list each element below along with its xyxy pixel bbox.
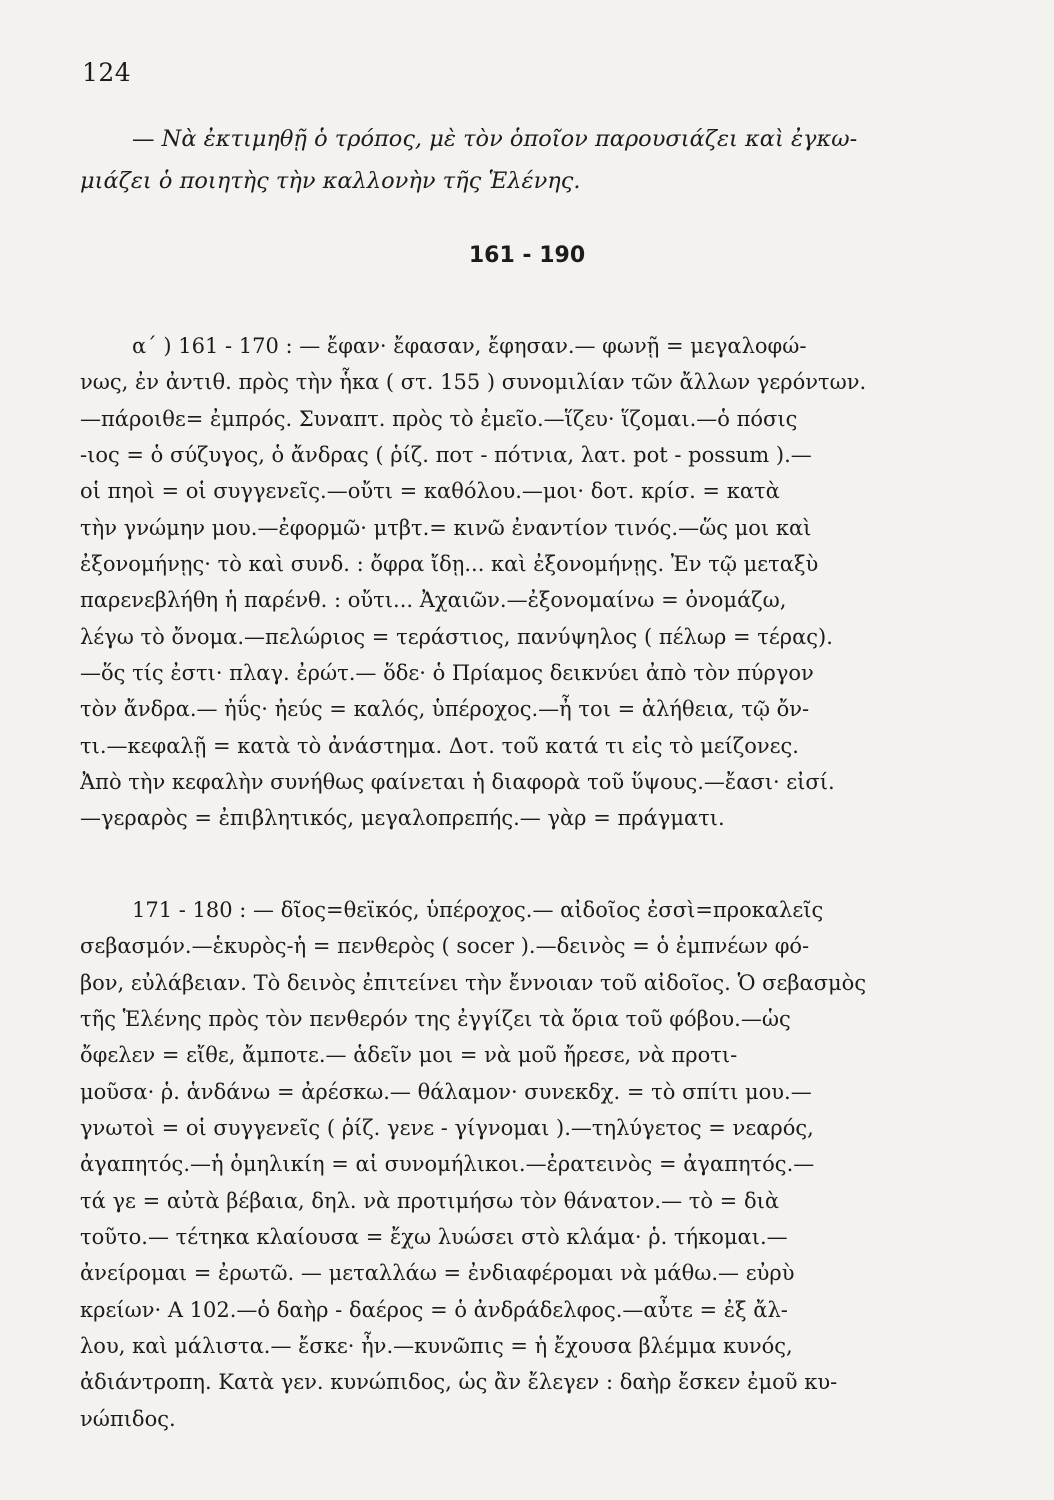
text-line: —πάροιθε= ἐμπρός. Συναπτ. πρὸς τὸ ἐμεῖο.—ἵζευ· ἵζομαι.—ὁ πόσις xyxy=(80,406,798,431)
text-line: ἀδιάντροπη. Κατὰ γεν. κυνώπιδος, ὡς ἂν ἔλεγεν : δαὴρ ἔσκεν ἐμοῦ κυ- xyxy=(80,1370,838,1395)
text-line: ὄφελεν = εἴθε, ἄμποτε.— ἁδεῖν μοι = νὰ μοῦ ἤρεσε, νὰ προτι- xyxy=(80,1043,738,1068)
section-heading: 161 - 190 xyxy=(468,243,586,268)
text-line: — Νὰ ἐκτιμηθῇ ὁ τρόπος, μὲ τὸν ὁποῖον παρουσιάζει καὶ ἐγκω- xyxy=(132,126,858,152)
text-line: τῆς Ἑλένης πρὸς τὸν πενθερόν της ἐγγίζει τὰ ὅρια τοῦ φόβου.—ὡς xyxy=(80,1007,791,1032)
text-line: α΄ ) 161 - 170 : — ἔφαν· ἔφασαν, ἔφησαν.— φωνῇ = μεγαλοφώ- xyxy=(132,334,807,358)
text-line: σεβασμόν.—ἑκυρὸς-ἡ = πενθερὸς ( socer ).—δεινὸς = ὁ ἐμπνέων φό- xyxy=(80,934,810,959)
text-line: 171 - 180 : — δῖος=θεϊκός, ὑπέροχος.— αἰδοῖος ἐσσὶ=προκαλεῖς xyxy=(132,898,824,922)
commentary-paragraph-2 xyxy=(80,892,970,1437)
page-number: 124 xyxy=(82,58,132,87)
text-line: γνωτοὶ = οἱ συγγενεῖς ( ῥίζ. γενε - γίγνομαι ).—τηλύγετος = νεαρός, xyxy=(80,1116,814,1141)
text-line: ἀγαπητός.—ἡ ὁμηλικίη = αἱ συνομήλικοι.—ἐρατεινὸς = ἀγαπητός.— xyxy=(80,1152,815,1177)
text-line: Ἀπὸ τὴν κεφαλὴν συνήθως φαίνεται ἡ διαφορὰ τοῦ ὕψους.—ἔασι· εἰσί. xyxy=(80,770,835,795)
text-line: λου, καὶ μάλιστα.— ἔσκε· ἦν.—κυνῶπις = ἡ ἔχουσα βλέμμα κυνός, xyxy=(80,1334,793,1359)
text-line: τοῦτο.— τέτηκα κλαίουσα = ἔχω λυώσει στὸ κλάμα· ῥ. τήκομαι.— xyxy=(80,1225,788,1250)
intro-question xyxy=(80,118,970,202)
text-line: λέγω τὸ ὄνομα.—πελώριος = τεράστιος, πανύψηλος ( πέλωρ = τέρας). xyxy=(80,624,833,649)
text-line: βον, εὐλάβειαν. Τὸ δεινὸς ἐπιτείνει τὴν ἔννοιαν τοῦ αἰδοῖος. Ὁ σεβασμὸς xyxy=(80,970,867,995)
text-line: τὸν ἄνδρα.— ἠΰς· ἠεύς = καλός, ὑπέροχος.—ἦ τοι = ἀλήθεια, τῷ ὄν- xyxy=(80,697,810,722)
text-line: μοῦσα· ῥ. ἁνδάνω = ἀρέσκω.— θάλαμον· συνεκδχ. = τὸ σπίτι μου.— xyxy=(80,1079,812,1104)
text-line: τι.—κεφαλῇ = κατὰ τὸ ἀνάστημα. Δοτ. τοῦ κατά τι εἰς τὸ μείζονες. xyxy=(80,733,799,758)
text-line: -ιος = ὁ σύζυγος, ὁ ἄνδρας ( ῥίζ. ποτ - πότνια, λατ. pot - possum ).— xyxy=(80,443,812,468)
commentary-paragraph-1 xyxy=(80,328,970,837)
text-line: νως, ἐν ἀντιθ. πρὸς τὴν ἧκα ( στ. 155 ) συνομιλίαν τῶν ἄλλων γερόντων. xyxy=(80,370,867,395)
text-line: —γεραρὸς = ἐπιβλητικός, μεγαλοπρεπής.— γὰρ = πράγματι. xyxy=(80,806,725,831)
text-line: τά γε = αὐτὰ βέβαια, δηλ. νὰ προτιμήσω τὸν θάνατον.— τὸ = διὰ xyxy=(80,1188,780,1213)
text-line: μιάζει ὁ ποιητὴς τὴν καλλονὴν τῆς Ἑλένης. xyxy=(80,168,581,194)
text-line: τὴν γνώμην μου.—ἐφορμῶ· μτβτ.= κινῶ ἐναντίον τινός.—ὥς μοι καὶ xyxy=(80,515,812,540)
text-line: —ὅς τίς ἐστι· πλαγ. ἐρώτ.— ὅδε· ὁ Πρίαμος δεικνύει ἀπὸ τὸν πύργον xyxy=(80,661,814,686)
text-line: οἱ πηοὶ = οἱ συγγενεῖς.—οὔτι = καθόλου.—μοι· δοτ. κρίσ. = κατὰ xyxy=(80,479,780,504)
text-line: παρενεβλήθη ἡ παρένθ. : οὔτι... Ἀχαιῶν.—ἐξονομαίνω = ὀνομάζω, xyxy=(80,588,787,613)
text-line: ἀνείρομαι = ἐρωτῶ. — μεταλλάω = ἐνδιαφέρομαι νὰ μάθω.— εὐρὺ xyxy=(80,1261,795,1286)
text-line: ἐξονομήνῃς· τὸ καὶ συνδ. : ὄφρα ἴδῃ... καὶ ἐξονομήνῃς. Ἐν τῷ μεταξὺ xyxy=(80,552,819,577)
text-line: κρείων· Α 102.—ὁ δαὴρ - δαέρος = ὁ ἀνδράδελφος.—αὖτε = ἐξ ἄλ- xyxy=(80,1297,788,1322)
text-line: νώπιδος. xyxy=(80,1406,176,1431)
